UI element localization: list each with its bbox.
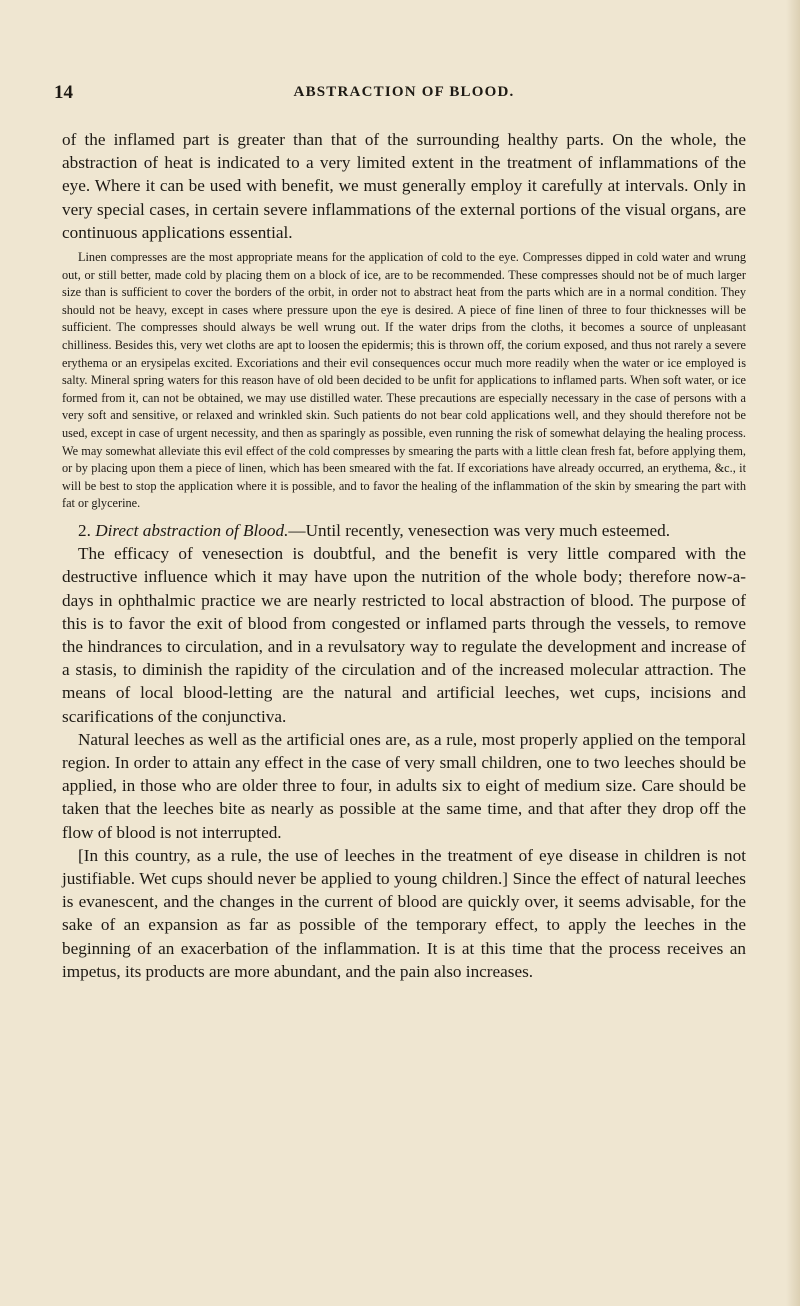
body-text	[62, 128, 746, 983]
paragraph-cold-abstraction-end: of the inflamed part is greater than that of the surrounding healthy parts. On the whole, the abstraction of heat is indicated to a very limited extent in the treatment of inflammations of the eye. Where it can be used with benefit, we must generally employ it carefully at intervals. Only in very special cases, in certain severe inflammations of the external portions of the visual organs, are continuous applications essential.	[62, 130, 746, 242]
page-header	[54, 82, 746, 108]
page-number: 14	[54, 82, 73, 103]
section-number: 2.	[78, 520, 91, 540]
page-edge-shadow	[786, 0, 800, 1306]
paragraph-leeches-in-children: [In this country, as a rule, the use of leeches in the treatment of eye disease in children is not justifiable. Wet cups should never be applied to young children.] Since the effect of natural leeches is evanescent, and the changes in the current of blood are quickly over, it seems advisable, for the sake of an expansion as far as possible of the temporary effect, to apply the leeches in the beginning of an exacerbation of the inflammation. It is at this time that the process receives an impetus, its products are more abundant, and the pain also increases.	[62, 845, 746, 981]
paragraph-direct-abstraction	[62, 519, 746, 542]
book-page	[54, 0, 746, 1306]
paragraph-natural-leeches: Natural leeches as well as the artificial ones are, as a rule, most properly applied on the temporal region. In order to attain any effect in the case of very small children, one to two leeches should be applied, in those who are older three to four, in adults six to eight of medium size. Care should be taken that the leeches bite as nearly as possible at the same time, and that after they drop off the flow of blood is not interrupted.	[62, 729, 746, 842]
paragraph-linen-compresses: Linen compresses are the most appropriate means for the application of cold to the eye. Compresses dipped in cold water and wrung out, or still better, made cold by placing them on a block of ice, are to be recommended. These compresses should not be of much larger size than is sufficient to cover the borders of the orbit, in order not to abstract heat from the parts which are in a normal condition. They should not be heavy, except in cases where pressure upon the eye is desired. A piece of fine linen of three to four thicknesses will be sufficient. The compresses should always be well wrung out. If the water drips from the cloths, it becomes a source of unpleasant chilliness. Besides this, very wet cloths are apt to loosen the epidermis; this is thrown off, the corium exposed, and thus not rarely a severe erythema or an erysipelas excited. Excoriations and their evil consequences occur much more readily when the water or ice employed is salty. Mineral spring waters for this reason have of old been decided to be unfit for applications to inflamed parts. When soft water, or ice formed from it, can not be obtained, we may use distilled water. These precautions are especially necessary in the case of persons with a very soft and sensitive, or relaxed and wrinkled skin. Such patients do not bear cold applications well, and they should therefore not be used, except in case of urgent necessity, and then as sparingly as possible, even running the risk of somewhat delaying the healing process. We may somewhat alleviate this evil effect of the cold compresses by smearing the parts with a little clean fresh fat, before applying them, or by placing upon them a piece of linen, which has been smeared with the fat. If excoriations have already occurred, an erythema, &c., it will be best to stop the application where it is possible, and to favor the healing of the inflammation of the skin by smearing the part with fat or glycerine.	[62, 250, 746, 511]
paragraph-venesection: The efficacy of venesection is doubtful, and the benefit is very little compared with the destructive influence which it may have upon the nutrition of the whole body; therefore now-a-days in ophthalmic practice we are nearly restricted to local abstraction of blood. The purpose of this is to favor the exit of blood from congested or inflamed parts through the vessels, to remove the hindrances to circulation, and in a revulsatory way to regulate the development and increase of a stasis, to diminish the rapidity of the circulation and of the increased molecular attraction. The means of local blood-letting are the natural and artificial leeches, wet cups, incisions and scarifications of the conjunctiva.	[62, 544, 746, 726]
running-head: ABSTRACTION OF BLOOD.	[293, 84, 515, 100]
section-text: —Until recently, venesection was very much esteemed.	[288, 520, 671, 540]
section-title: Direct abstraction of Blood.	[95, 520, 289, 540]
